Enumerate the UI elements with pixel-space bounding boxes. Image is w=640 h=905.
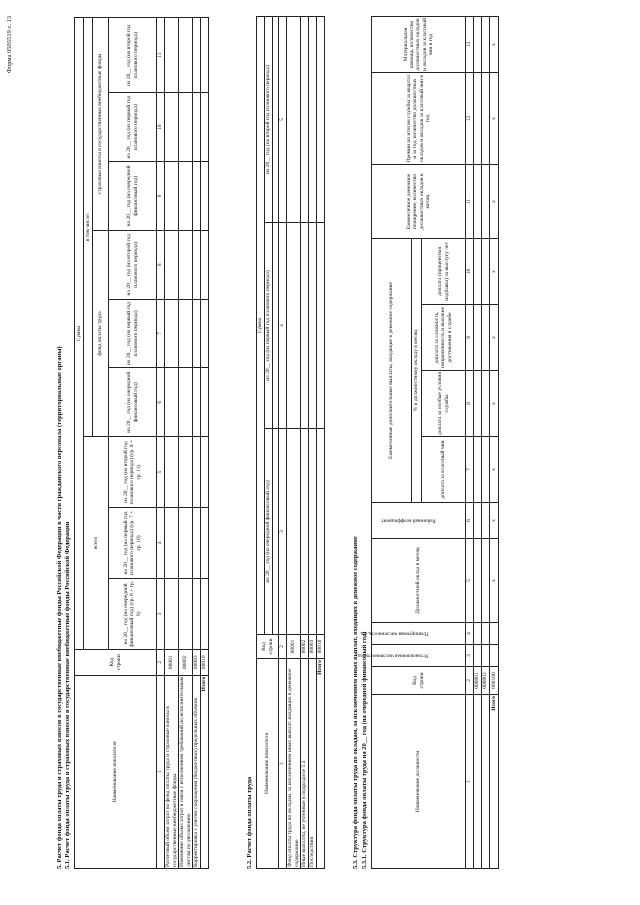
table-5-1	[74, 17, 209, 869]
t1-cell[interactable]	[193, 162, 201, 231]
t3-cell[interactable]	[474, 16, 482, 72]
t2-cell[interactable]	[287, 16, 301, 222]
table-row	[474, 16, 482, 868]
t2-cell[interactable]	[317, 223, 325, 429]
section-5-title: 5. Расчет фонда оплаты труда и страховых взносов в государственные внебюджетные фонды Российской Федерации в части гражданского персонала (территориальные органы)	[56, 346, 63, 869]
t1-h-y1-ins: на 20__ год (на очередной финансовый год)	[109, 162, 157, 231]
t3-col-num: 4	[466, 623, 474, 645]
t1-col-num: 9	[157, 162, 165, 231]
t3-cell[interactable]	[482, 539, 490, 623]
t2-total-label: Итого	[317, 659, 325, 869]
t2-row-code: 00001	[287, 635, 301, 659]
t1-cell[interactable]	[165, 508, 179, 579]
t3-cell[interactable]	[474, 623, 482, 645]
t2-cell[interactable]	[301, 16, 309, 222]
t3-header-staff: Установленная численность, ед.	[356, 652, 429, 659]
t1-cell[interactable]	[179, 299, 193, 368]
t1-row-name: Расчетный объем затрат на фонд оплаты труда и страховые взносы в государственные внебюджетные фонды	[165, 675, 179, 868]
t3-header-pct: % к должностному окладу в месяц	[412, 238, 422, 502]
t1-col-num: 8	[157, 230, 165, 299]
t1-row-name: Корректировка с учетом сокращения (бюджетных) предельных объемов	[193, 675, 201, 868]
t1-cell[interactable]	[179, 162, 193, 231]
t1-cell[interactable]	[201, 437, 209, 508]
t3-x-mark: x	[490, 371, 499, 437]
t2-col-num: 5	[279, 16, 287, 222]
t1-row-code: 00003	[193, 649, 201, 675]
t1-cell[interactable]	[201, 299, 209, 368]
t1-header-code: Код строки	[75, 649, 157, 675]
t3-total-code: 000100	[490, 667, 499, 695]
t1-cell[interactable]	[201, 230, 209, 299]
t1-cell[interactable]	[165, 437, 179, 508]
t1-cell[interactable]	[165, 299, 179, 368]
t1-h-y1-total: на 20__ год (на очередной финансовый год) (гр. 6 + гр. 9)	[109, 578, 157, 649]
t1-col-num: 2	[157, 649, 165, 675]
t2-col-num: 4	[279, 223, 287, 429]
t1-cell[interactable]	[193, 437, 201, 508]
t3-cell[interactable]	[474, 539, 482, 623]
t3-cell[interactable]	[474, 238, 482, 304]
t1-cell[interactable]	[165, 93, 179, 162]
t3-row-code: 000002	[482, 667, 490, 695]
t3-header-secret: доплата (процентная надбавка) за выслугу лет	[422, 238, 466, 304]
t1-cell[interactable]	[179, 368, 193, 437]
t1-col-num: 5	[157, 437, 165, 508]
t1-h-y3-total: на 20__ год (на второй год планового периода) (гр. 8 + гр. 11)	[109, 437, 157, 508]
t3-x-mark: x	[490, 238, 499, 304]
t3-header-code: Код строки	[372, 667, 466, 695]
t2-cell[interactable]	[309, 223, 317, 429]
t1-cell[interactable]	[179, 578, 193, 649]
t1-cell[interactable]	[201, 508, 209, 579]
t3-x-mark: x	[490, 16, 499, 72]
t3-cell[interactable]	[482, 305, 490, 371]
t1-row-name: Изменение объема затрат в связи с исполнением требований по исполнительным листам по увольнению	[179, 676, 192, 867]
t2-header-name: Наименование показателя	[257, 659, 279, 869]
t1-row-code: 00001	[165, 649, 179, 675]
t1-col-num: 4	[157, 508, 165, 579]
t1-h-y2-ins: на 20__ год (на первый год планового периода)	[109, 93, 157, 162]
t3-cell[interactable]	[474, 164, 482, 238]
t1-cell[interactable]	[201, 93, 209, 162]
t1-h-y2-fot: на 20__ год (на первый год планового периода)	[109, 299, 157, 368]
t3-cell[interactable]	[482, 695, 490, 869]
t3-x-mark: x	[490, 305, 499, 371]
table-row	[309, 16, 317, 868]
t2-col-num: 2	[279, 635, 287, 659]
t3-x-mark: x	[490, 539, 499, 623]
t1-cell[interactable]	[165, 18, 179, 93]
t1-cell[interactable]	[179, 18, 193, 93]
table-row	[179, 18, 193, 869]
table-5-2	[256, 16, 325, 869]
t1-cell[interactable]	[193, 93, 201, 162]
t3-cell[interactable]	[474, 437, 482, 503]
t3-header-coef: Районный коэффициент	[381, 517, 436, 524]
t1-cell[interactable]	[193, 508, 201, 579]
t1-col-num: 6	[157, 368, 165, 437]
t3-cell[interactable]	[474, 72, 482, 164]
t1-col-num: 10	[157, 93, 165, 162]
t1-cell[interactable]	[201, 162, 209, 231]
t3-col-num: 3	[466, 645, 474, 667]
t3-x-mark: x	[490, 503, 499, 539]
t1-cell[interactable]	[165, 230, 179, 299]
t2-cell[interactable]	[317, 429, 325, 635]
t3-header-bonus: Ежемесячное денежное поощрение, количество должностных окладов в месяц	[372, 164, 466, 238]
t1-h-y3-ins: на 20__ год (на второй год планового периода)	[109, 18, 157, 93]
t3-cell[interactable]	[490, 645, 499, 667]
t2-cell[interactable]	[301, 429, 309, 635]
t3-header-complex: доплата за сложность, напряженность и высокие достижения в службе	[422, 305, 466, 371]
t1-col-num: 3	[157, 578, 165, 649]
t3-x-mark: x	[490, 164, 499, 238]
t3-col-num: 10	[466, 238, 474, 304]
t1-cell[interactable]	[165, 368, 179, 437]
t3-header-material: Материальная помощь, количество должностных окладов и окладов за классный чин в год	[372, 16, 466, 72]
table-row	[287, 16, 301, 868]
t3-col-num: 13	[466, 16, 474, 72]
table-total-row	[201, 18, 209, 869]
t1-cell[interactable]	[179, 437, 193, 508]
section-5-3-title: 5.3. Структура фонда оплаты труда по окладам, за исключением иных выплат, входящих в денежное содержание	[352, 536, 359, 869]
section-5-1-title: 5.1. Расчет фонда оплаты труда и страховых взносов в государственные внебюджетные фонды Российской Федерации	[64, 521, 71, 869]
t1-cell[interactable]	[201, 18, 209, 93]
t2-row-name: Фонд оплаты труда по окладам, за исключением иных выплат, входящих в денежное содержание	[287, 659, 301, 869]
t3-header-name: Наименование должности	[372, 695, 466, 869]
form-code: Форма 0505519 с. 13	[6, 16, 13, 74]
section-5-2-title: 5.2. Расчет фонда оплаты труда	[246, 776, 253, 869]
t3-cell[interactable]	[482, 72, 490, 164]
t1-cell[interactable]	[193, 299, 201, 368]
t1-header-total: всего	[84, 437, 109, 650]
t3-cell[interactable]	[482, 16, 490, 72]
t3-cell[interactable]	[482, 371, 490, 437]
t1-cell[interactable]	[165, 578, 179, 649]
table-row	[193, 18, 201, 869]
section-5-3-1-title: 5.3.1. Структура фонда оплаты труда на 20__ год (на очередной финансовый год)	[361, 631, 368, 869]
t2-total-code: 00010	[317, 635, 325, 659]
t2-cell[interactable]	[317, 16, 325, 222]
t1-col-num: 11	[157, 18, 165, 93]
t2-header-sum: Сумма	[257, 16, 265, 634]
t3-col-num: 11	[466, 164, 474, 238]
t2-cell[interactable]	[301, 223, 309, 429]
t1-cell[interactable]	[193, 230, 201, 299]
t1-cell[interactable]	[179, 508, 193, 579]
t3-cell[interactable]	[474, 695, 482, 869]
t2-cell[interactable]	[287, 223, 301, 429]
t3-cell[interactable]	[482, 437, 490, 503]
t1-cell[interactable]	[201, 368, 209, 437]
t3-cell[interactable]	[474, 371, 482, 437]
t3-cell[interactable]	[482, 164, 490, 238]
t3-col-num: 6	[466, 503, 474, 539]
t3-col-num: 8	[466, 371, 474, 437]
t2-col-num: 1	[279, 659, 287, 869]
t3-col-num: 5	[466, 539, 474, 623]
t2-row-code: 00002	[301, 635, 309, 659]
t1-cell[interactable]	[193, 18, 201, 93]
t3-cell[interactable]	[482, 238, 490, 304]
t3-cell[interactable]	[482, 623, 490, 645]
t1-header-incl: в том числе:	[84, 18, 93, 437]
t3-cell[interactable]	[474, 305, 482, 371]
t3-x-mark: x	[490, 437, 499, 503]
t1-header-ins: страховые взносы в государственные внебюджетные фонды	[93, 18, 109, 231]
t3-header-plan: Планируемая численность, ед.	[360, 630, 429, 637]
t2-h-y2: на 20__ год (на первый год планового периода)	[265, 223, 273, 429]
t3-header-salary: Должностной оклад в месяц	[372, 539, 466, 623]
t1-total-code: 00010	[201, 649, 209, 675]
t1-col-num: 7	[157, 299, 165, 368]
t3-col-num: 7	[466, 437, 474, 503]
t3-cell[interactable]	[482, 645, 490, 667]
table-total-row	[490, 16, 499, 868]
table-row	[301, 16, 309, 868]
t3-col-num: 9	[466, 305, 474, 371]
t3-cell[interactable]	[474, 645, 482, 667]
t2-cell[interactable]	[309, 16, 317, 222]
t1-h-y3-fot: на 20__ год (на второй год планового периода)	[109, 230, 157, 299]
t1-cell[interactable]	[201, 578, 209, 649]
t3-cell[interactable]	[474, 503, 482, 539]
t3-col-num: 12	[466, 72, 474, 164]
t1-col-num: 1	[157, 675, 165, 868]
t2-row-name: Последствия	[309, 659, 317, 869]
t3-col-num: 2	[466, 667, 474, 695]
t3-header-monthly: Ежемесячные дополнительные выплаты, входящие в денежное содержание	[372, 238, 412, 502]
t3-header-class: доплата за классный чин	[422, 437, 466, 503]
t2-row-code: 00003	[309, 635, 317, 659]
t1-h-y1-fot: на 20__ год (на очередной финансовый год)	[109, 368, 157, 437]
t3-header-premium: Премии по итогам службы за квартал и за год, количество должностных окладов и окладов за классный чин в год	[372, 72, 466, 164]
t1-cell[interactable]	[179, 93, 193, 162]
t2-header-code: Код строки	[257, 635, 279, 659]
t1-row-code: 00002	[179, 649, 193, 675]
t3-x-mark: x	[490, 72, 499, 164]
table-total-row	[317, 16, 325, 868]
table-row	[165, 18, 179, 869]
t1-cell[interactable]	[193, 578, 201, 649]
t3-row-code: 000001	[474, 667, 482, 695]
t3-col-num: 1	[466, 695, 474, 869]
t2-cell[interactable]	[309, 429, 317, 635]
t2-h-y3: на 20__ год (на второй год планового периода)	[265, 16, 273, 222]
t1-header-fot: фонд оплаты труда	[93, 230, 109, 436]
t1-total-label: Итого	[201, 675, 209, 868]
t1-cell[interactable]	[193, 368, 201, 437]
t1-header-name: Наименование показателя	[75, 675, 157, 868]
table-row	[482, 16, 490, 868]
t1-h-y2-total: на 20__ год (на первый год планового периода) (гр. 7 + гр. 10)	[109, 508, 157, 579]
t3-header-special: доплата за особые условия службы	[422, 371, 466, 437]
t3-total-label: Итого	[490, 695, 499, 869]
t3-cell[interactable]	[490, 623, 499, 645]
t2-cell[interactable]	[287, 429, 301, 635]
t1-cell[interactable]	[165, 162, 179, 231]
t3-cell[interactable]	[482, 503, 490, 539]
t1-header-sums: Сумма	[75, 18, 84, 650]
t2-h-y1: на 20__ год (на очередной финансовый год)	[265, 429, 273, 635]
t1-cell[interactable]	[179, 230, 193, 299]
t2-row-name: Иные выплаты, не учтенные в подразделе 5.4	[301, 659, 309, 869]
t2-col-num: 3	[279, 429, 287, 635]
